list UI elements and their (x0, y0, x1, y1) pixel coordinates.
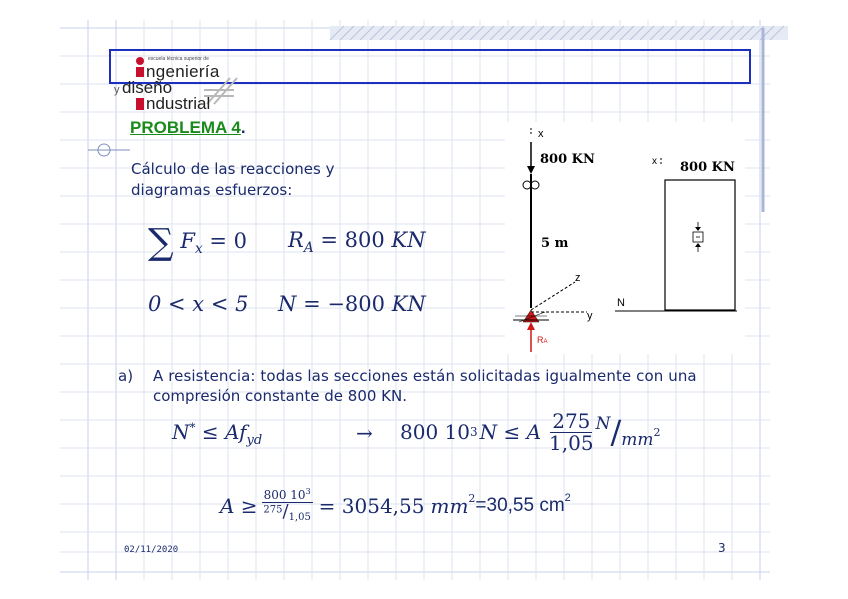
cap-val: 800 10 (400, 420, 470, 444)
column-figure (505, 122, 745, 354)
ra-lhs: R (288, 228, 304, 252)
nstar-f-sub: yd (246, 433, 263, 448)
cap-unit-sup: 2 (653, 425, 661, 439)
reaction-label (537, 335, 548, 345)
cap-frac-den: 1,05 (549, 430, 594, 455)
sum-sub: x (194, 241, 203, 258)
equation-sum-fx (148, 222, 247, 263)
part-a-line2: compresión constante de 800 KN. (153, 387, 408, 405)
cap-val-sup: 3 (469, 425, 478, 439)
area-result: =30,55 cm (475, 495, 565, 516)
sum-symbol: ∑ (148, 222, 174, 263)
cap-slash: / (610, 413, 622, 451)
part-a-line1: A resistencia: todas las secciones están solicitadas igualmente con una (153, 367, 697, 385)
ra-rhs: = 800 (320, 228, 385, 252)
equation-area (220, 478, 571, 534)
equation-arrow: → (356, 421, 373, 445)
cap-frac-num: 275 (552, 408, 591, 433)
intro-line2: diagramas esfuerzos: (131, 181, 293, 199)
equation-ra (288, 228, 425, 256)
right-load-label: 800 KN (680, 160, 735, 175)
area-mm: mm (430, 494, 469, 518)
area-result-sup: 2 (564, 492, 571, 504)
equation-nstar (172, 420, 262, 448)
cap-fraction (549, 408, 594, 455)
problem-title-suffix: . (240, 118, 246, 137)
reaction-sub: A (543, 339, 548, 345)
cap-unit-mm: mm (621, 430, 654, 450)
range-text: 0 < x < 5 (148, 292, 249, 316)
footer-date: 02/11/2020 (124, 545, 179, 555)
area-fraction (262, 488, 313, 523)
area-rhs: = 3054,55 (318, 494, 425, 518)
area-num-text: 800 10 (263, 488, 306, 503)
n-rhs: = −800 (303, 292, 386, 316)
logo-line2: diseño (122, 78, 173, 97)
logo-prefix: y (114, 84, 120, 96)
left-x-label: x (538, 128, 544, 140)
z-axis-label: z (575, 272, 581, 284)
y-axis-label: y (587, 310, 593, 322)
equation-n (278, 292, 426, 316)
ra-unit: KN (391, 228, 426, 252)
reaction-letter: R (537, 335, 544, 345)
equation-range (148, 292, 248, 316)
area-num-sup: 3 (305, 487, 311, 497)
problem-title-text: PROBLEMA 4 (130, 118, 241, 137)
sum-var: F (180, 229, 195, 253)
area-lhs: A ≥ (220, 494, 258, 518)
area-den-b: 1,05 (288, 512, 311, 524)
area-den-slash: / (282, 501, 289, 523)
length-label: 5 m (541, 236, 569, 251)
equation-capacity (400, 406, 660, 458)
left-load-label: 800 KN (540, 152, 595, 167)
cap-unit-n: N (595, 414, 611, 434)
ra-sub: A (303, 240, 314, 257)
logo-line1: ngeniería (146, 62, 220, 81)
page-number: 3 (718, 541, 726, 555)
sum-rhs: = 0 (209, 229, 247, 253)
nstar-lhs: N (172, 420, 190, 444)
school-logo (112, 54, 262, 116)
n-unit: KN (391, 292, 426, 316)
cap-unit: N ≤ A (479, 420, 542, 444)
n-axis-label: N (617, 297, 625, 309)
nstar-le: ≤ A (201, 420, 240, 444)
n-lhs: N (278, 292, 297, 316)
area-mm-sup: 2 (468, 491, 476, 505)
area-frac-den (263, 503, 310, 524)
logo-line3: ndustrial (146, 94, 211, 113)
right-x-label: x (652, 156, 657, 167)
nstar-sup: * (189, 420, 196, 435)
part-a-marker: a) (118, 367, 134, 385)
logo-small-text: escuela técnica superior de (148, 56, 209, 62)
area-den-a: 275 (263, 504, 283, 516)
nstar-f: f (239, 420, 247, 444)
intro-line1: Cálculo de las reacciones y (131, 160, 335, 178)
problem-title (130, 118, 246, 138)
